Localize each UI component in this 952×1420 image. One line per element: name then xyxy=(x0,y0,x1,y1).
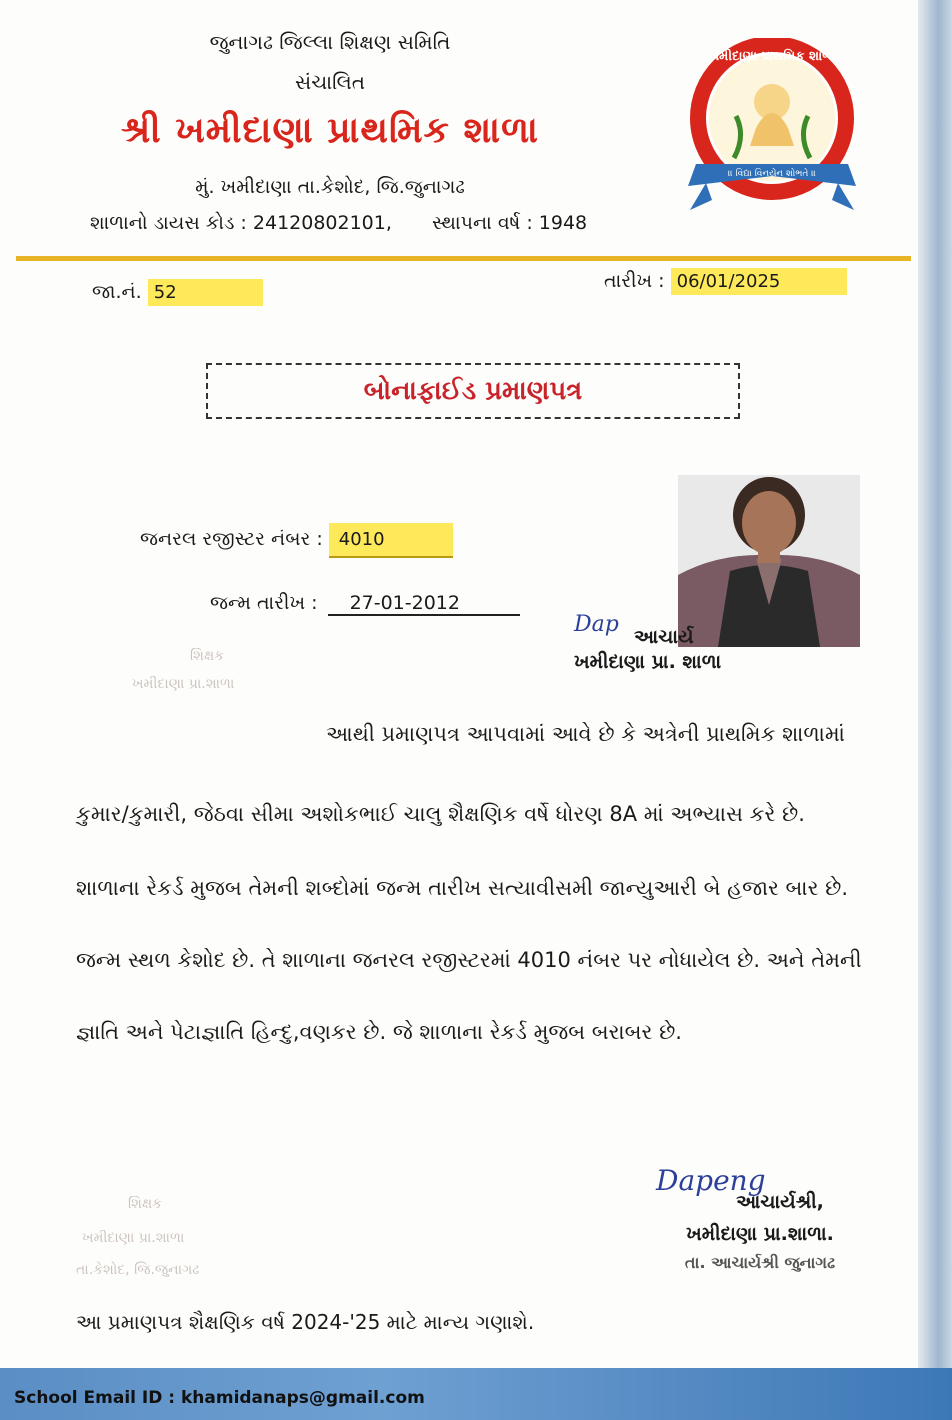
committee-name: જુનાગઢ જિલ્લા શિક્ષણ સમિતિ xyxy=(209,30,451,54)
header-divider xyxy=(16,256,911,261)
established-year: 1948 xyxy=(538,212,588,234)
scan-edge xyxy=(918,0,952,1420)
photo-signature: Dap xyxy=(574,612,619,637)
photo-attestation xyxy=(574,612,774,673)
dob-row xyxy=(210,592,520,616)
dise-code-label: શાળાનો ડાયસ કોડ : xyxy=(90,212,247,234)
gr-number-value: 4010 xyxy=(329,523,453,558)
date-value: 06/01/2025 xyxy=(671,268,847,295)
faded-stamp-1: શિક્ષક xyxy=(190,648,225,664)
serial-value: 52 xyxy=(148,279,263,306)
date-row xyxy=(604,268,847,295)
faded-stamp-3: શિક્ષક xyxy=(128,1196,163,1212)
principal-signature-block xyxy=(650,1164,870,1273)
principal-signature: Dapeng xyxy=(656,1164,766,1197)
body-line-4: જન્મ સ્થળ કેશોદ છે. તે શાળાના જનરલ રજીસ્ટરમાં 4010 નંબર પર નોધાયેલ છે. અને તેમની xyxy=(76,948,862,972)
faded-stamp-5: તા.કેશોદ, જિ.જુનાગઢ xyxy=(76,1262,200,1278)
serial-label: જા.નં. xyxy=(92,281,142,303)
body-line-2: કુમાર/કુમારી, જેઠવા સીમા અશોકભાઈ ચાલુ શૈક્ષણિક વર્ષે ધોરણ 8A માં અભ્યાસ કરે છે. xyxy=(76,802,805,826)
school-email: School Email ID : khamidanaps@gmail.com xyxy=(14,1388,425,1408)
dob-label: જન્મ તારીખ : xyxy=(210,592,318,614)
managed-by: સંચાલિત xyxy=(295,70,365,94)
gr-number-label: જનરલ રજીસ્ટર નંબર : xyxy=(140,528,323,550)
faded-stamp-2: ખમીદાણા પ્રા.શાળા xyxy=(132,676,235,692)
established-label: સ્થાપના વર્ષ : xyxy=(432,212,533,234)
body-line-3: શાળાના રેકર્ડ મુજબ તેમની શબ્દોમાં જન્મ તારીખ સત્યાવીસમી જાન્યુઆરી બે હજાર બાર છે. xyxy=(76,876,849,900)
validity-note: આ પ્રમાણપત્ર શૈક્ષણિક વર્ષ 2024-'25 માટે માન્ય ગણાશે. xyxy=(76,1310,535,1334)
logo-motto: ॥ વિદ્યા વિનયેન શોભતે ॥ xyxy=(728,169,816,179)
photo-school-stamp: ખમીદાણા પ્રા. શાળા xyxy=(574,651,722,673)
date-label: તારીખ : xyxy=(604,270,665,292)
dise-line: શાળાનો ડાયસ કોડ : 24120802101, સ્થાપના વર્ષ : 1948 xyxy=(90,212,588,234)
photo-principal-label: આચાર્ય xyxy=(634,626,694,648)
body-line-1: આથી પ્રમાણપત્ર આપવામાં આવે છે કે અત્રેની પ્રાથમિક શાળામાં xyxy=(326,722,845,746)
principal-stamp: તા. આચાર્યશ્રી જુનાગઢ xyxy=(684,1253,836,1272)
serial-row xyxy=(92,279,263,306)
footer-bar xyxy=(0,1368,952,1420)
gr-number-row xyxy=(140,523,453,558)
dob-value: 27-01-2012 xyxy=(328,592,520,616)
faded-stamp-4: ખમીદાણા પ્રા.શાળા xyxy=(82,1230,185,1246)
body-line-5: જ્ઞાતિ અને પેટાજ્ઞાતિ હિન્દુ,વણકર છે. જે શાળાના રેકર્ડ મુજબ બરાબર છે. xyxy=(76,1020,682,1044)
certificate-title: બોનાફાઈડ પ્રમાણપત્ર xyxy=(363,376,583,406)
principal-title: આચાર્યશ્રી, xyxy=(736,1191,824,1213)
logo-ring-text: ખમીદાણા પ્રાથમિક શાળા xyxy=(708,49,836,64)
school-address: મું. ખમીદાણા તા.કેશોદ, જિ.જુનાગઢ xyxy=(195,176,465,198)
dise-code: 24120802101 xyxy=(252,212,386,234)
certificate-title-box xyxy=(206,363,740,419)
school-logo xyxy=(676,38,868,220)
principal-school: ખમીદાણા પ્રા.શાળા. xyxy=(686,1223,834,1245)
school-name: શ્રી ખમીદાણા પ્રાથમિક શાળા xyxy=(121,110,539,151)
